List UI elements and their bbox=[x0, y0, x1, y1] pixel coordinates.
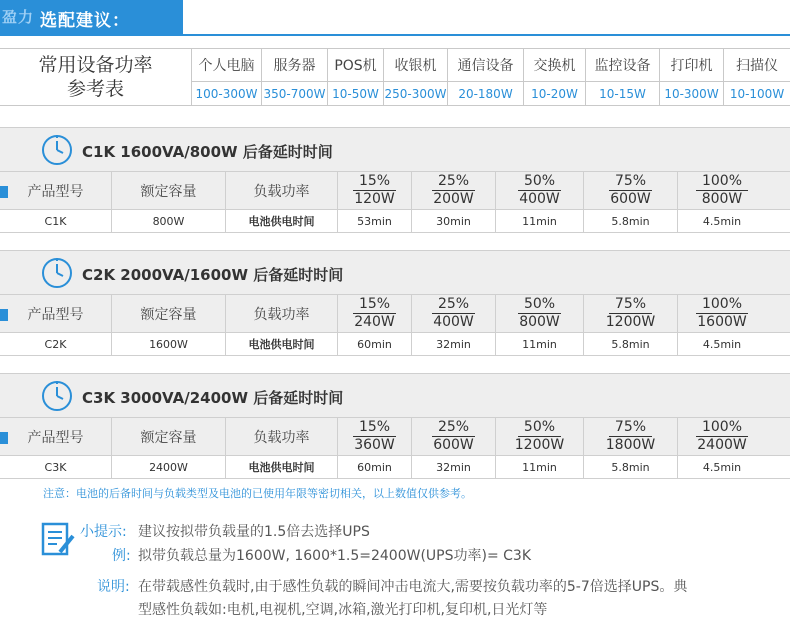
ref-device-power: 250-300W bbox=[384, 86, 447, 101]
ref-col-switch bbox=[524, 49, 586, 105]
section-header bbox=[0, 127, 790, 171]
ref-device-name: 监控设备 bbox=[586, 49, 659, 82]
page-title: 选配建议： bbox=[40, 11, 130, 31]
ref-col-pc bbox=[192, 49, 262, 105]
section-title: C2K 2000VA/1600W 后备延时时间 bbox=[82, 266, 344, 284]
reference-title-line1: 常用设备功率 bbox=[38, 54, 153, 76]
load-pct: 15% bbox=[353, 296, 396, 314]
load-watts: 120W bbox=[354, 191, 395, 207]
capacity-label: 额定容量 bbox=[140, 429, 197, 446]
runtime-value: 4.5min bbox=[702, 337, 742, 351]
ref-device-power: 10-100W bbox=[729, 86, 785, 101]
section-title: C3K 3000VA/2400W 后备延时时间 bbox=[82, 389, 344, 407]
capacity-label: 额定容量 bbox=[140, 306, 197, 323]
model-value: C2K bbox=[44, 337, 67, 351]
battery-time-label: 电池供电时间 bbox=[248, 338, 315, 351]
model-label: 产品型号 bbox=[27, 429, 84, 446]
disclaimer-note: 注意：电池的后备时间与负载类型及电池的已使用年限等密切相关，以上数值仅供参考。 bbox=[43, 487, 472, 500]
runtime-value: 32min bbox=[436, 337, 471, 351]
capacity-value: 2400W bbox=[149, 460, 188, 474]
battery-time-label: 电池供电时间 bbox=[248, 461, 315, 474]
section-header bbox=[0, 250, 790, 294]
load-watts: 240W bbox=[354, 314, 395, 330]
clock-icon bbox=[41, 134, 73, 166]
load-watts: 1200W bbox=[514, 437, 565, 453]
device-power-reference-table bbox=[0, 48, 790, 106]
load-watts: 400W bbox=[519, 191, 560, 207]
load-pct: 75% bbox=[609, 296, 652, 314]
ref-col-comm bbox=[448, 49, 524, 105]
reference-title-line2: 参考表 bbox=[66, 78, 124, 100]
ref-device-power: 10-20W bbox=[531, 86, 578, 101]
tip-text: 建议按拟带负载量的1.5倍去选择UPS bbox=[138, 524, 370, 540]
load-pct: 75% bbox=[609, 173, 652, 191]
load-watts: 200W bbox=[433, 191, 474, 207]
load-header-row bbox=[0, 171, 790, 209]
ref-device-power: 20-180W bbox=[458, 86, 513, 101]
model-label: 产品型号 bbox=[27, 183, 84, 200]
load-pct: 75% bbox=[609, 419, 652, 437]
runtime-value: 11min bbox=[522, 214, 557, 228]
brand-watermark: 盈力 bbox=[2, 8, 35, 26]
ref-device-power: 100-300W bbox=[195, 86, 258, 101]
ref-device-name: 服务器 bbox=[262, 49, 327, 82]
runtime-value: 5.8min bbox=[611, 460, 650, 474]
load-watts: 1600W bbox=[697, 314, 747, 330]
load-watts: 2400W bbox=[697, 437, 747, 453]
runtime-value: 30min bbox=[436, 214, 471, 228]
description-label: 说明: bbox=[97, 579, 130, 595]
load-pct: 50% bbox=[518, 173, 561, 191]
ref-col-pos bbox=[328, 49, 384, 105]
load-pct: 100% bbox=[696, 296, 748, 314]
runtime-value: 60min bbox=[357, 337, 392, 351]
runtime-value: 53min bbox=[357, 214, 392, 228]
reference-table-title bbox=[0, 49, 192, 105]
ref-col-scanner bbox=[724, 49, 790, 105]
load-watts: 800W bbox=[519, 314, 560, 330]
runtime-value: 32min bbox=[436, 460, 471, 474]
load-header-row bbox=[0, 294, 790, 332]
ref-device-power: 350-700W bbox=[263, 86, 326, 101]
load-pct: 25% bbox=[432, 419, 475, 437]
runtime-value: 11min bbox=[522, 337, 557, 351]
header-bar bbox=[0, 0, 183, 34]
load-watts: 1200W bbox=[605, 314, 656, 330]
ref-col-monitoring bbox=[586, 49, 660, 105]
load-pct: 50% bbox=[518, 296, 561, 314]
clock-icon bbox=[41, 380, 73, 412]
load-pct: 25% bbox=[432, 173, 475, 191]
load-label: 负载功率 bbox=[253, 429, 310, 446]
ref-col-server bbox=[262, 49, 328, 105]
load-watts: 360W bbox=[354, 437, 395, 453]
capacity-value: 1600W bbox=[149, 337, 188, 351]
load-watts: 800W bbox=[701, 191, 743, 207]
load-pct: 50% bbox=[518, 419, 561, 437]
load-watts: 600W bbox=[610, 191, 651, 207]
battery-time-row bbox=[0, 455, 790, 479]
ref-col-cash-register bbox=[384, 49, 448, 105]
load-pct: 25% bbox=[432, 296, 475, 314]
section-c3k bbox=[0, 373, 790, 481]
load-watts: 1800W bbox=[605, 437, 656, 453]
ref-device-name: 收银机 bbox=[384, 49, 447, 82]
battery-time-row bbox=[0, 332, 790, 356]
header-divider bbox=[0, 34, 790, 36]
capacity-label: 额定容量 bbox=[140, 183, 197, 200]
ref-device-name: 扫描仪 bbox=[724, 49, 790, 82]
ref-device-name: 通信设备 bbox=[448, 49, 523, 82]
clock-icon bbox=[41, 257, 73, 289]
example-label: 例: bbox=[112, 548, 131, 564]
model-value: C3K bbox=[44, 460, 67, 474]
tip-label: 小提示: bbox=[80, 524, 127, 540]
load-header-row bbox=[0, 417, 790, 455]
runtime-value: 4.5min bbox=[702, 214, 742, 228]
ref-col-printer bbox=[660, 49, 724, 105]
section-title: C1K 1600VA/800W 后备延时时间 bbox=[82, 143, 333, 161]
ref-device-power: 10-300W bbox=[664, 86, 719, 101]
battery-time-row bbox=[0, 209, 790, 233]
load-pct: 15% bbox=[353, 173, 396, 191]
load-label: 负载功率 bbox=[253, 306, 310, 323]
runtime-value: 5.8min bbox=[611, 214, 650, 228]
capacity-value: 800W bbox=[152, 214, 185, 228]
ref-device-name: 个人电脑 bbox=[192, 49, 261, 82]
load-pct: 15% bbox=[353, 419, 396, 437]
section-header bbox=[0, 373, 790, 417]
load-watts: 400W bbox=[433, 314, 474, 330]
load-label: 负载功率 bbox=[253, 183, 310, 200]
load-pct: 100% bbox=[696, 419, 748, 437]
document-pen-icon bbox=[40, 518, 76, 558]
load-watts: 600W bbox=[433, 437, 474, 453]
runtime-value: 11min bbox=[522, 460, 557, 474]
runtime-value: 5.8min bbox=[611, 337, 650, 351]
model-value: C1K bbox=[44, 214, 67, 228]
ref-device-power: 10-50W bbox=[332, 86, 379, 101]
description-text: 在带载感性负载时,由于感性负载的瞬间冲击电流大,需要按负载功率的5-7倍选择UPS。典型感性负载如:电机,电视机,空调,冰箱,激光打印机,复印机,日光灯等 bbox=[138, 579, 688, 618]
ref-device-power: 10-15W bbox=[599, 86, 646, 101]
example-text: 拟带负载总量为1600W, 1600*1.5=2400W(UPS功率)= C3K bbox=[138, 548, 532, 564]
ref-device-name: POS机 bbox=[328, 49, 383, 82]
model-label: 产品型号 bbox=[27, 306, 84, 323]
section-c1k bbox=[0, 127, 790, 235]
section-c2k bbox=[0, 250, 790, 358]
ref-device-name: 交换机 bbox=[524, 49, 585, 82]
battery-time-label: 电池供电时间 bbox=[248, 215, 315, 228]
runtime-value: 60min bbox=[357, 460, 392, 474]
ref-device-name: 打印机 bbox=[660, 49, 723, 82]
runtime-value: 4.5min bbox=[702, 460, 742, 474]
load-pct: 100% bbox=[696, 173, 748, 191]
